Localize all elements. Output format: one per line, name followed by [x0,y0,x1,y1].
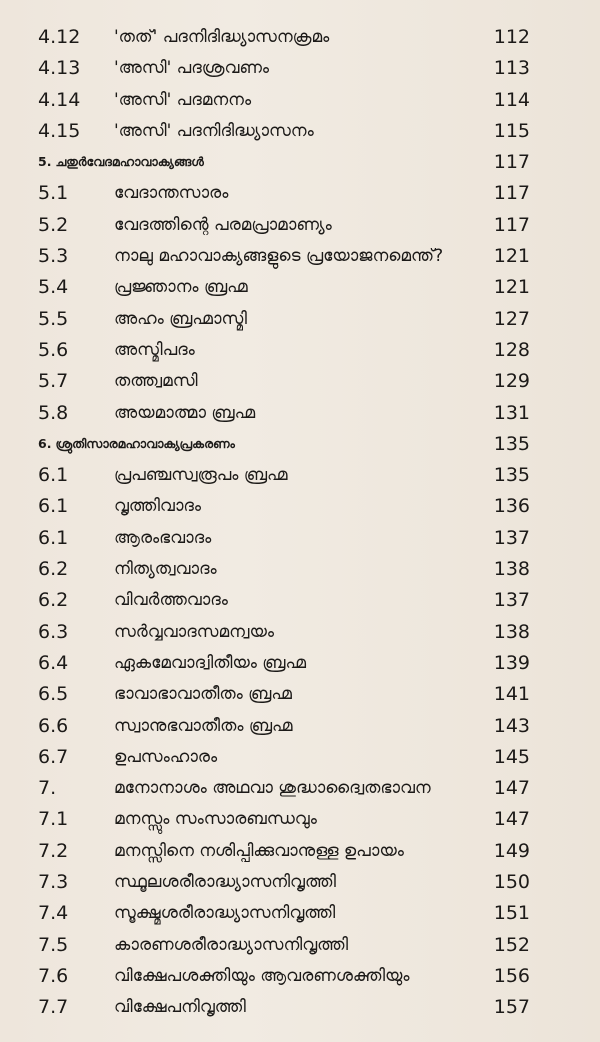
toc-entry [0,994,600,1025]
entry-number: 5.2 [38,213,69,236]
entry-title: വേദത്തിന്റെ പരമപ്രാമാണ്യം [114,214,332,235]
toc-entry [0,337,600,368]
entry-page-number: 152 [493,933,530,956]
toc-entry [0,462,600,493]
entry-title: സർവ്വവാദസമന്വയം [114,621,274,642]
entry-number: 6.3 [38,620,69,643]
toc-entry [0,274,600,305]
entry-number: 7.6 [38,964,69,987]
toc-entry [0,243,600,274]
entry-number: 6.7 [38,745,69,768]
toc-entry [0,619,600,650]
toc-entry [0,775,600,806]
toc-entry [0,306,600,337]
toc-entry [0,713,600,744]
entry-page-number: 137 [493,526,530,549]
entry-number: 6.2 [38,589,69,612]
entry-page-number: 114 [493,88,530,111]
entry-number: 5.7 [38,370,69,393]
toc-entry [0,212,600,243]
entry-number: 6.2 [38,558,69,581]
toc-entry [0,525,600,556]
entry-page-number: 138 [493,558,530,581]
entry-title: ഉപസംഹാരം [114,746,218,767]
entry-page-number: 139 [493,651,530,674]
entry-title: സൂക്ഷ്മശരീരാദ്ധ്യാസനിവൃത്തി [114,903,336,924]
entry-title: ഭാവാഭാവാതീതം ബ്രഹ്മ [114,684,292,705]
entry-number: 5.8 [38,401,69,424]
entry-page-number: 147 [493,777,530,800]
toc-entry [0,932,600,963]
toc-entry [0,587,600,618]
entry-title: മനസ്സും സംസാരബന്ധവും [114,809,317,830]
entry-title: 'തത്' പദനിദിദ്ധ്യാസനക്രമം [114,27,330,47]
entry-number: 6. [38,435,52,451]
entry-title: അയമാത്മാ ബ്രഹ്മ [114,402,256,423]
entry-page-number: 143 [493,714,530,737]
entry-title: പ്രപഞ്ചസ്വരൂപം ബ്രഹ്മ [114,465,288,486]
entry-page-number: 117 [493,151,530,174]
entry-number: 5.6 [38,338,69,361]
entry-page-number: 112 [493,26,530,48]
entry-title: തത്ത്വമസി [114,371,198,392]
entry-page-number: 156 [493,964,530,987]
entry-number: 4.12 [38,26,81,48]
entry-title: ചതുർവേദമഹാവാക്യങ്ങൾ [55,154,204,170]
entry-number: 6.4 [38,651,69,674]
entry-title: കാരണശരീരാദ്ധ്യാസനിവൃത്തി [114,934,349,955]
toc-entry [0,493,600,524]
entry-page-number: 128 [493,338,530,361]
entry-number: 4.15 [38,119,81,142]
toc-entry [0,24,600,55]
entry-number: 4.14 [38,88,81,111]
entry-number: 7.3 [38,871,69,894]
entry-page-number: 141 [493,683,530,706]
entry-title: ശ്രുതിസാരമഹാവാക്യപ്രകരണം [55,435,235,451]
entry-page-number: 151 [493,902,530,925]
toc-entry [0,650,600,681]
entry-number: 5.4 [38,276,69,299]
entry-number: 7.7 [38,996,69,1019]
toc-entry [0,681,600,712]
entry-page-number: 135 [493,432,530,455]
entry-number: 7.5 [38,933,69,956]
toc-entry [0,180,600,211]
entry-page-number: 117 [493,213,530,236]
toc-entry [0,806,600,837]
entry-title: അഹം ബ്രഹ്മാസ്മി [114,308,247,329]
toc-entry [0,556,600,587]
entry-number: 7.4 [38,902,69,925]
entry-number: 5.3 [38,245,69,268]
toc-entry [0,118,600,149]
chapter-heading-text [38,436,235,452]
entry-title: വിക്ഷേപശക്തിയും ആവരണശക്തിയും [114,965,410,986]
toc-entry [0,87,600,118]
toc-chapter-heading [0,149,600,180]
entry-page-number: 157 [493,996,530,1019]
entry-page-number: 117 [493,182,530,205]
entry-number: 6.1 [38,464,69,487]
entry-title: വിക്ഷേപനിവൃത്തി [114,997,246,1018]
entry-title: പ്രജ്ഞാനം ബ്രഹ്മ [114,277,248,298]
entry-title: 'അസി' പദശ്രവണം [114,58,270,79]
entry-number: 6.1 [38,526,69,549]
chapter-heading-text [38,154,204,170]
toc-entry [0,400,600,431]
entry-page-number: 149 [493,839,530,862]
entry-number: 5.5 [38,307,69,330]
entry-number: 6.5 [38,683,69,706]
entry-title: അസ്മിപദം [114,339,195,360]
entry-page-number: 136 [493,495,530,518]
entry-page-number: 147 [493,808,530,831]
entry-page-number: 127 [493,307,530,330]
entry-number: 6.6 [38,714,69,737]
toc-entry [0,900,600,931]
entry-page-number: 150 [493,871,530,894]
toc-entry [0,838,600,869]
table-of-contents [0,24,600,1026]
entry-page-number: 145 [493,745,530,768]
entry-title: വിവർത്തവാദം [114,590,228,611]
entry-title: നിത്യത്വവാദം [114,559,217,580]
entry-number: 6.1 [38,495,69,518]
entry-title: മനസ്സിനെ നശിപ്പിക്കുവാനുള്ള ഉപായം [114,840,404,861]
entry-title: സ്വാനുഭവാതീതം ബ്രഹ്മ [114,715,293,736]
entry-page-number: 135 [493,464,530,487]
entry-title: വൃത്തിവാദം [114,496,202,517]
entry-page-number: 138 [493,620,530,643]
entry-number: 7.1 [38,808,69,831]
toc-entry [0,744,600,775]
entry-title: സ്ഥൂലശരീരാദ്ധ്യാസനിവൃത്തി [114,872,336,893]
entry-title: വേദാന്തസാരം [114,183,229,204]
entry-title: ആരംഭവാദം [114,527,212,548]
entry-title: 'അസി' പദനിദിദ്ധ്യാസനം [114,120,314,141]
toc-entry [0,963,600,994]
entry-page-number: 129 [493,370,530,393]
entry-title: 'അസി' പദമനനം [114,89,252,110]
entry-page-number: 121 [493,276,530,299]
entry-number: 5.1 [38,182,69,205]
entry-title: നാലു മഹാവാക്യങ്ങളുടെ പ്രയോജനമെന്ത്? [114,246,444,267]
entry-title: ഏകമേവാദ്വിതീയം ബ്രഹ്മ [114,652,307,673]
entry-number: 4.13 [38,57,81,80]
toc-entry [0,368,600,399]
entry-page-number: 113 [493,57,530,80]
toc-entry [0,869,600,900]
entry-number: 7.2 [38,839,69,862]
toc-chapter-heading [0,431,600,462]
entry-title: മനോനാശം അഥവാ ശുദ്ധാദ്വൈതഭാവന [114,778,431,799]
entry-page-number: 137 [493,589,530,612]
entry-page-number: 115 [493,119,530,142]
entry-page-number: 131 [493,401,530,424]
entry-number: 7. [38,777,57,800]
entry-number: 5. [38,154,52,170]
toc-entry [0,55,600,86]
entry-page-number: 121 [493,245,530,268]
